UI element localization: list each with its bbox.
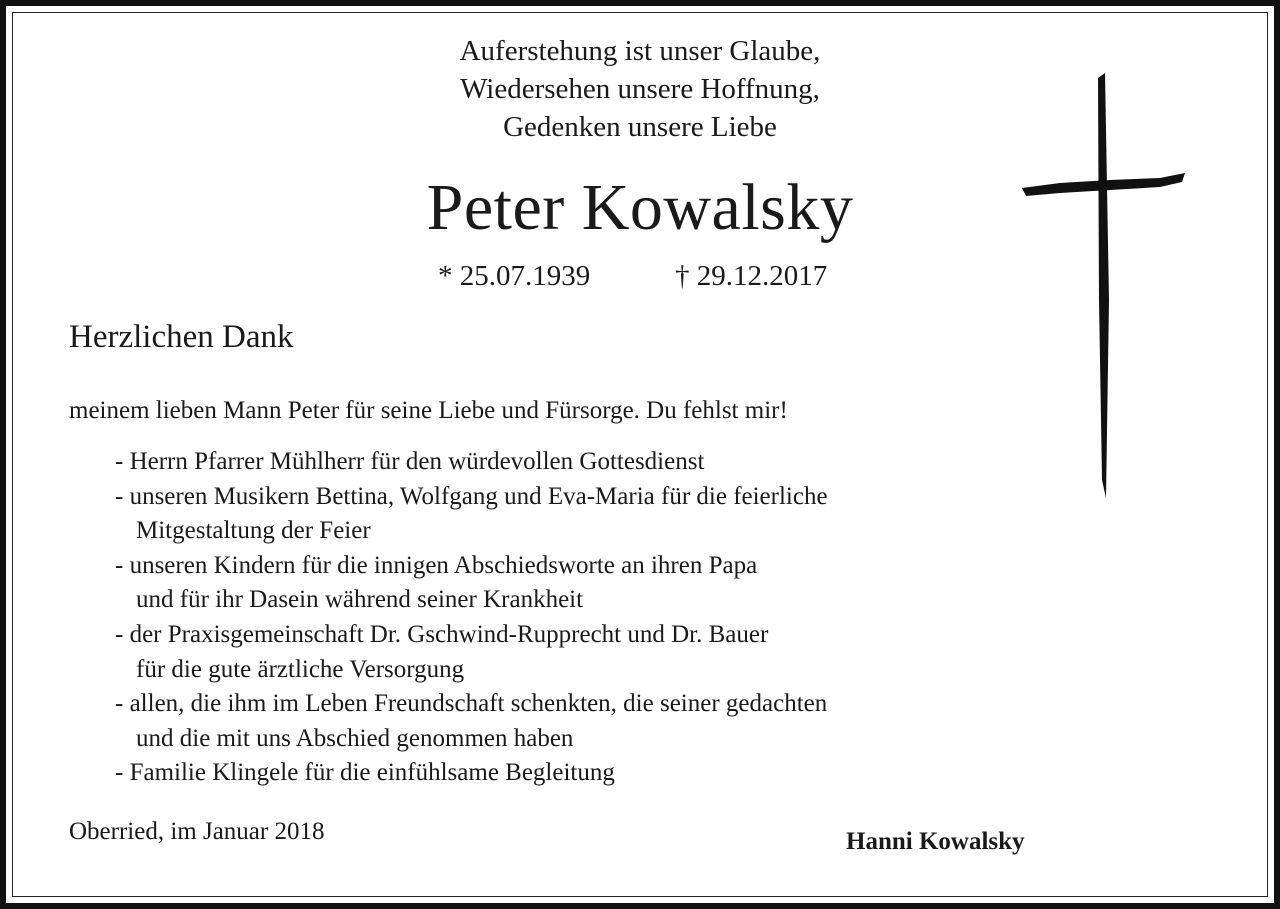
motto-line-1: Auferstehung ist unser Glaube, [459, 35, 821, 67]
cross-icon [1020, 70, 1190, 500]
motto-line-2: Wiedersehen unsere Hoffnung, [460, 73, 820, 105]
thanks-item-continuation: und die mit uns Abschied genommen haben [136, 724, 574, 752]
thanks-item-continuation: Mitgestaltung der Feier [136, 517, 371, 545]
thanks-item-line: - Familie Klingele für die einfühlsame Begleitung [115, 759, 615, 787]
signature: Hanni Kowalsky [846, 828, 1025, 855]
thanks-heading: Herzlichen Dank [69, 319, 294, 355]
thanks-item-line: - allen, die ihm im Leben Freundschaft schenkten, die seiner gedachten [115, 690, 828, 718]
motto-line-3: Gedenken unsere Liebe [503, 111, 777, 143]
thanks-item-line: - unseren Musikern Bettina, Wolfgang und Eva-Maria für die feierliche [115, 482, 828, 510]
thanks-intro: meinem lieben Mann Peter für seine Liebe und Fürsorge. Du fehlst mir! [69, 397, 788, 424]
thanks-item-line: - unseren Kindern für die innigen Abschiedsworte an ihren Papa [115, 551, 758, 579]
thanks-list [115, 445, 828, 791]
thanks-item-line: - Herrn Pfarrer Mühlherr für den würdevollen Gottesdienst [115, 448, 705, 475]
motto [340, 32, 940, 146]
thanks-item-line: - der Praxisgemeinschaft Dr. Gschwind-Rupprecht und Dr. Bauer [115, 620, 769, 648]
death-date: † 29.12.2017 [675, 260, 828, 292]
deceased-name: Peter Kowalsky [426, 171, 854, 244]
place-date: Oberried, im Januar 2018 [69, 818, 325, 845]
birth-date: * 25.07.1939 [438, 260, 591, 292]
thanks-item-continuation: und für ihr Dasein während seiner Krankheit [136, 586, 584, 614]
thanks-item-continuation: für die gute ärztliche Versorgung [136, 655, 465, 683]
